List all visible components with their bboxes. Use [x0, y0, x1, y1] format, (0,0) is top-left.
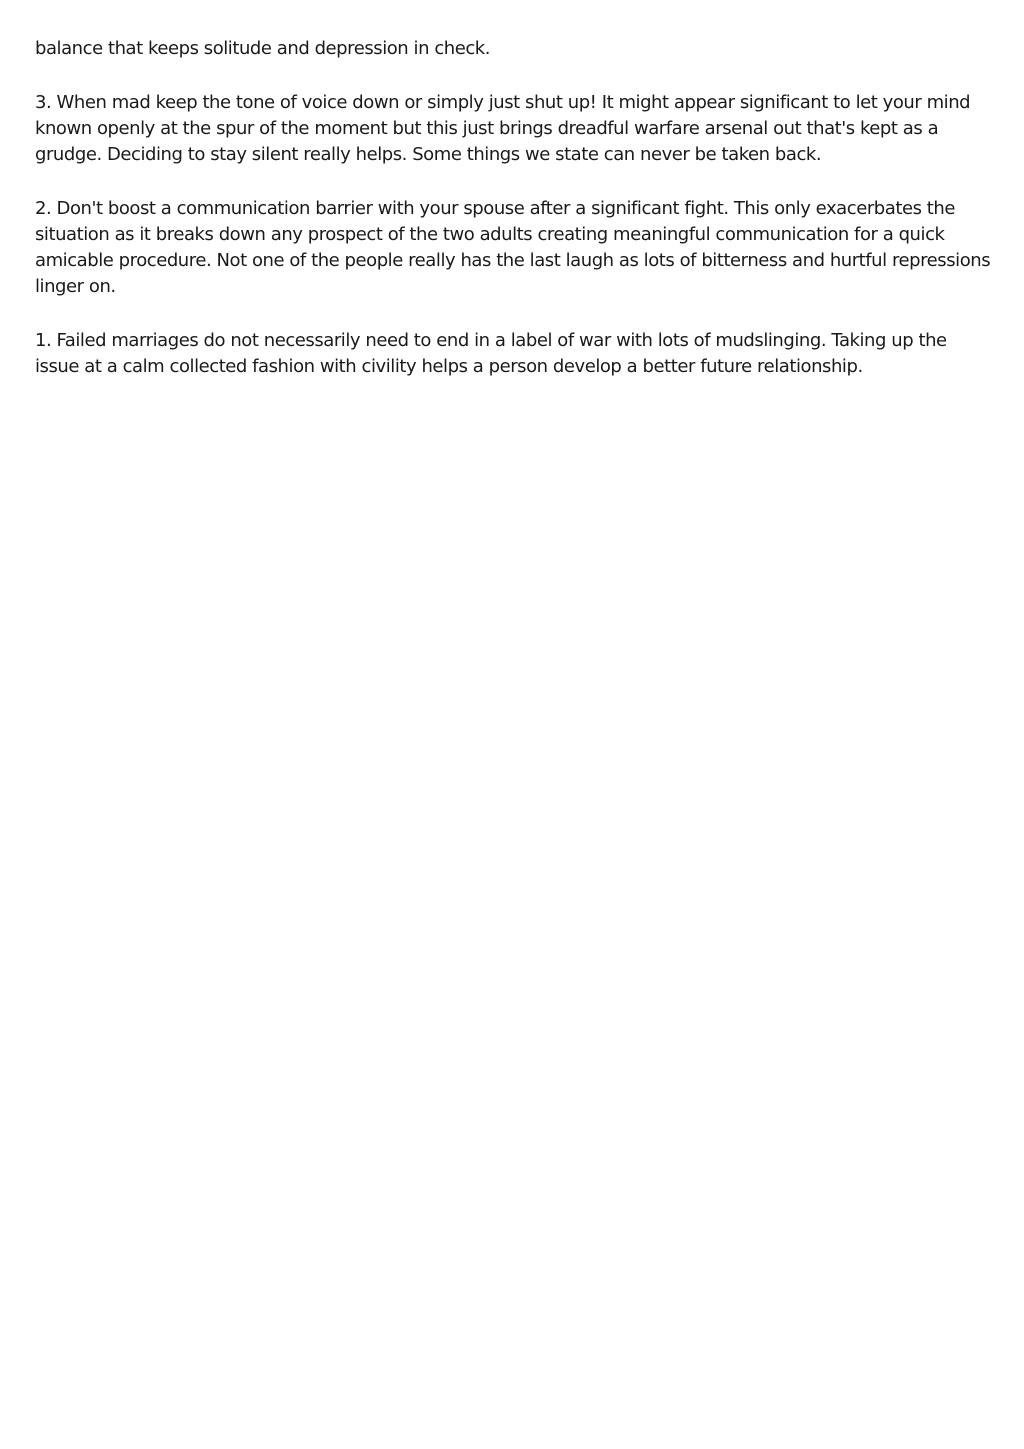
paragraph-tip-2: 2. Don't boost a communication barrier with your spouse after a significant fight. This only exacerbates the situation as it breaks down any prospect of the two adults creating meaningful communication for a quick amicable procedure. Not one of the people really has the last laugh as lots of bitterness and hurtful repressions linger on. [35, 198, 991, 297]
paragraph-continuation: balance that keeps solitude and depression in check. [35, 38, 491, 59]
paragraph-tip-3: 3. When mad keep the tone of voice down or simply just shut up! It might appear significant to let your mind known openly at the spur of the moment but this just brings dreadful warfare arsenal out that's kept as a grudge. Deciding to stay silent really helps. Some things we state can never be taken back. [35, 92, 971, 165]
paragraph-tip-1: 1. Failed marriages do not necessarily need to end in a label of war with lots of mudslinging. Taking up the issue at a calm collected fashion with civility helps a person develop a better future relationship. [35, 330, 947, 377]
document-page [35, 36, 995, 408]
